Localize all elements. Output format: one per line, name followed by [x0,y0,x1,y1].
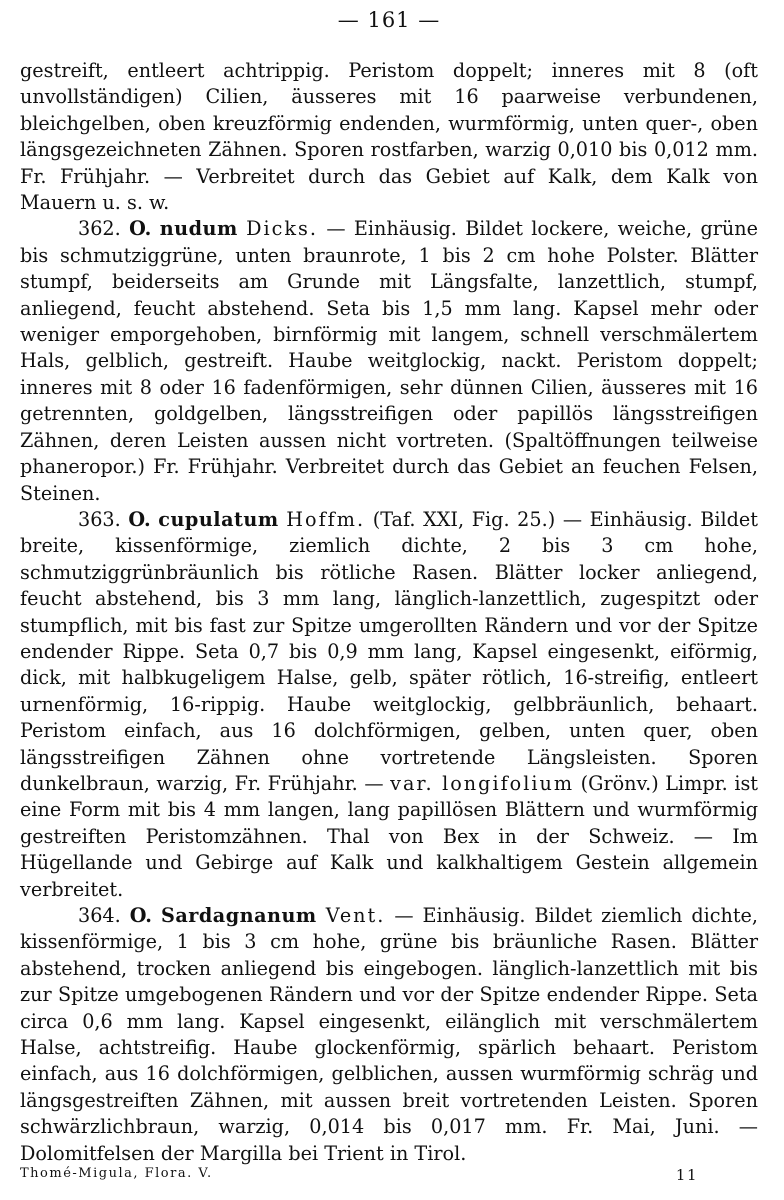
entry-genus: O. [128,507,151,531]
footer-signature: Thomé-Migula, Flora. V. [20,1166,213,1181]
entry-text: (Taf. XXI, Fig. 25.) — Einhäusig. Bildet breite, kissenförmige, ziemlich dichte, 2 bis 3 cm hohe, schmutziggrünbräunlich bis rötliche Rasen. Blätter locker anliegend, feucht abstehend, bis 3 mm lang, länglich-lanzettlich, zugespitzt oder stumpflich, mit bis fast zur Spitze umgerollten Rändern und vor der Spitze endender Rippe. Seta 0,7 bis 0,9 mm lang, Kapsel eingesenkt, eiförmig, dick, mit halbkugeligem Halse, gelb, später rötlich, 16-streifig, entleert urnenförmig, 16-rippig. Haube weitglockig, gelbbräunlich, behaart. Peristom einfach, aus 16 dolchförmigen, gelben, unten quer, oben längsstreifigen Zähnen ohne vortretende Längsleisten. Sporen dunkelbraun, warzig, Fr. Frühjahr. — [20,507,759,795]
entry-number: 362. [78,217,121,241]
entry-364 [20,903,758,1167]
entry-363 [20,507,758,903]
entry-362 [20,216,758,506]
entry-text: — Einhäusig. Bildet ziemlich dichte, kissenförmige, 1 bis 3 cm hohe, grüne bis bräunliche Rasen. Blätter abstehend, trocken anliegend bis eingebogen. länglich-lanzettlich mit bis zur Spitze umgebogenen Rändern und vor der Spitze endender Rippe. Seta circa 0,6 mm lang. Kapsel eingesenkt, eilänglich mit verschmälertem Halse, achtstreifig. Haube glockenförmig, spärlich behaart. Peristom einfach, aus 16 dolchförmigen, gelblichen, aussen wurmförmig schräg und längsgestreiften Zähnen, mit aussen breit vortretenden Leisten. Sporen schwärzlichbraun, warzig, 0,014 bis 0,017 mm. Fr. Mai, Juni. — Dolomitfelsen der Margilla bei Trient in Tirol. [20,904,759,1165]
entry-number: 363. [78,507,121,531]
entry-author: Vent. [325,904,386,927]
entry-species: cupulatum [158,507,279,531]
entry-species: nudum [159,217,238,241]
entry-author: Dicks. [246,217,318,241]
entry-text-continued: (Grönv.) Limpr. ist eine Form mit bis 4 mm langen, lang papillösen Blättern und wurmförmig gestreiften Peristomzähnen. Thal von Bex in der Schweiz. — Im Hügellande und Gebirge auf Kalk und kalkhaltigem Gestein allgemein verbreitet. [20,771,759,901]
page-number: — 161 — [337,8,441,32]
entry-author: Hoffm. [286,507,366,531]
entry-text: — Einhäusig. Bildet lockere, weiche, grüne bis schmutziggrüne, unten braunrote, 1 bis 2 cm hohe Polster. Blätter stumpf, beiderseits am Grunde mit Längsfalte, lanzettlich, stumpf, anliegend, feucht abstehend. Seta bis 1,5 mm lang. Kapsel mehr oder weniger emporgehoben, birnförmig mit langem, schnell verschmälertem Hals, gelblich, gestreift. Haube weitglockig, nackt. Peristom doppelt; inneres mit 8 oder 16 fadenförmigen, sehr dünnen Cilien, äusseres mit 16 getrennten, goldgelben, längsstreifigen oder papillös längsstreifigen Zähnen, deren Leisten aussen nicht vortreten. (Spaltöffnungen teilweise phaneropor.) Fr. Frühjahr. Verbreitet durch das Gebiet an feuchen Felsen, Steinen. [20,217,758,505]
body-text [20,58,758,1167]
entry-species: Sardagnanum [160,904,317,927]
entry-genus: O. [129,904,152,927]
footer-sheet-number: 11 [675,1166,698,1184]
variety-label: var. longifolium [390,771,575,795]
entry-number: 364. [78,904,121,927]
continued-paragraph: gestreift, entleert achtrippig. Peristom doppelt; inneres mit 8 (oft unvollständigen) Cilien, äusseres mit 16 paarweise verbundenen, bleichgelben, oben kreuzförmig endenden, wurmförmig, unten quer-, oben längsgezeichneten Zähnen. Sporen rostfarben, warzig 0,010 bis 0,012 mm. Fr. Frühjahr. — Verbreitet durch das Gebiet auf Kalk, dem Kalk von Mauern u. s. w. [20,59,758,215]
entry-genus: O. [129,217,152,241]
document-page [20,0,758,1200]
